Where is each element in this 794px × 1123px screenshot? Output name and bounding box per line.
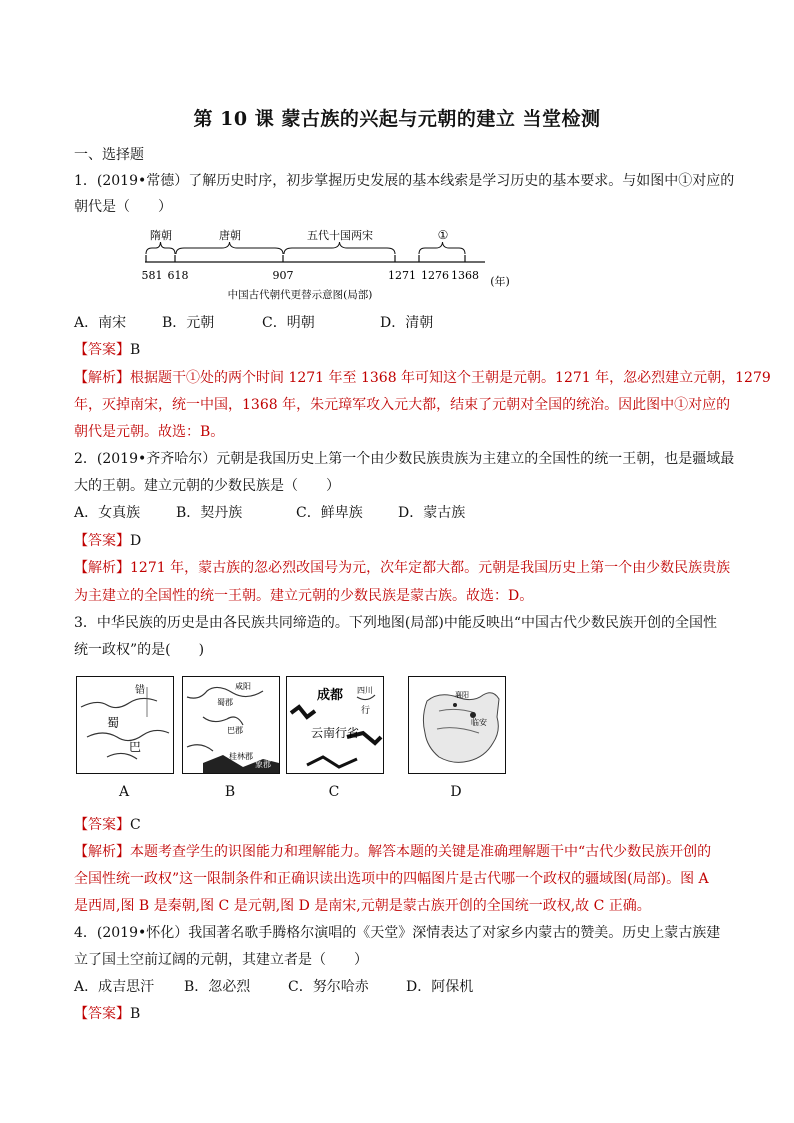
option-c[interactable]: C．明朝 bbox=[262, 315, 315, 331]
q1-analysis-line1 bbox=[74, 368, 771, 388]
map-b-text: 蜀郡 bbox=[217, 698, 233, 707]
q2-analysis-line2: 为主建立的全国性的统一王朝。建立元朝的少数民族是蒙古族。故选：D。 bbox=[74, 588, 534, 604]
option-a[interactable]: A．女真族 bbox=[74, 505, 141, 521]
q4-answer bbox=[74, 1004, 724, 1024]
map-d-label: D bbox=[450, 784, 462, 800]
q3-stem-line1: 3．中华民族的历史是由各民族共同缔造的。下列地图(局部)中能反映出“中国古代少数民族开创的全国性 bbox=[74, 615, 717, 631]
timeline-period-label: 隋朝 bbox=[150, 229, 172, 242]
map-b-text: 象郡 bbox=[255, 760, 271, 769]
timeline-year-label: 1368 bbox=[451, 269, 479, 282]
map-b-text: 桂林郡 bbox=[229, 752, 253, 761]
map-d[interactable] bbox=[408, 676, 506, 774]
option-c[interactable]: C．鲜卑族 bbox=[296, 505, 363, 521]
analysis-text: 1271 年，蒙古族的忽必烈改国号为元，次年定都大都。元朝是我国历史上第一个由少数民族贵族 bbox=[130, 560, 731, 576]
answer-tag: 【答案】 bbox=[74, 533, 130, 549]
map-b-label: B bbox=[224, 784, 236, 800]
analysis-tag: 【解析】 bbox=[74, 844, 130, 860]
q3-maps bbox=[74, 676, 514, 806]
option-d[interactable]: D．蒙古族 bbox=[398, 505, 466, 521]
map-c-text: 四川 bbox=[357, 686, 373, 695]
map-d-graphic bbox=[409, 677, 505, 773]
map-a-text: 错 bbox=[135, 685, 145, 696]
q3-answer bbox=[74, 815, 724, 835]
q2-answer bbox=[74, 531, 724, 551]
timeline-unit-label: (年) bbox=[490, 275, 510, 288]
q4-stem-line2: 立了国土空前辽阔的元朝，其建立者是（ ） bbox=[74, 952, 368, 968]
timeline-year-label: 1271 bbox=[388, 269, 416, 282]
map-a-label: A bbox=[118, 784, 130, 800]
q3-stem-line2: 统一政权”的是( ) bbox=[74, 642, 205, 658]
answer-tag: 【答案】 bbox=[74, 342, 130, 358]
answer-value: B bbox=[130, 342, 141, 358]
q4-stem-line1: 4．(2019•怀化）我国著名歌手腾格尔演唱的《天堂》深情表达了对家乡内蒙古的赞美。历史上蒙古族建 bbox=[74, 925, 721, 941]
timeline-period-label: 唐朝 bbox=[219, 229, 241, 242]
answer-value: B bbox=[130, 1006, 141, 1022]
dynasty-timeline-figure bbox=[140, 222, 520, 304]
analysis-text: 根据题干①处的两个时间 1271 年至 1368 年可知这个王朝是元朝。1271 年，忽必烈建立元朝，1279 bbox=[130, 370, 771, 386]
option-a[interactable]: A．南宋 bbox=[74, 315, 127, 331]
q1-stem-line1: 1．(2019•常德）了解历史时序，初步掌握历史发展的基本线索是学习历史的基本要求。与如图中①对应的 bbox=[74, 173, 735, 189]
timeline-year-label: 581 bbox=[141, 269, 163, 282]
option-b[interactable]: B．忽必烈 bbox=[184, 979, 251, 995]
option-b[interactable]: B．元朝 bbox=[162, 315, 215, 331]
q1-analysis-line3: 朝代是元朝。故选：B。 bbox=[74, 424, 225, 440]
option-d[interactable]: D．阿保机 bbox=[406, 979, 474, 995]
q4-options bbox=[74, 977, 724, 997]
q1-analysis-line2: 年，灭掉南宋，统一中国，1368 年，朱元璋军攻入元大都，结束了元朝对全国的统治。因此图中①对应的 bbox=[74, 397, 731, 413]
q1-answer bbox=[74, 340, 724, 360]
answer-tag: 【答案】 bbox=[74, 1006, 130, 1022]
option-d[interactable]: D．清朝 bbox=[380, 315, 434, 331]
map-d-text: 临安 bbox=[471, 718, 487, 727]
map-b-text: 咸阳 bbox=[235, 682, 251, 691]
timeline-year-label: 618 bbox=[167, 269, 189, 282]
answer-tag: 【答案】 bbox=[74, 817, 130, 833]
answer-value: D bbox=[130, 533, 142, 549]
q1-stem-line2: 朝代是（ ） bbox=[74, 199, 172, 215]
q3-analysis-line3: 是西周,图 B 是秦朝,图 C 是元朝,图 D 是南宋,元朝是蒙古族开创的全国统一政权,故 C 正确。 bbox=[74, 898, 651, 914]
timeline-year-label: 907 bbox=[272, 269, 294, 282]
q2-options bbox=[74, 503, 724, 523]
analysis-tag: 【解析】 bbox=[74, 370, 130, 386]
map-b-text: 巴郡 bbox=[227, 726, 243, 735]
map-c-text: 成都 bbox=[317, 688, 344, 703]
option-a[interactable]: A．成吉思汗 bbox=[74, 979, 155, 995]
timeline-year-label: 1276 bbox=[421, 269, 449, 282]
section-heading: 一、选择题 bbox=[74, 147, 144, 163]
map-c-text: 行 bbox=[361, 706, 371, 716]
q2-analysis-line1 bbox=[74, 558, 731, 578]
timeline-period-label: ① bbox=[437, 228, 449, 242]
page-title: 第 10 课 蒙古族的兴起与元朝的建立 当堂检测 bbox=[193, 108, 601, 130]
option-c[interactable]: C．努尔哈赤 bbox=[288, 979, 369, 995]
q2-stem-line1: 2．(2019•齐齐哈尔）元朝是我国历史上第一个由少数民族贵族为主建立的全国性的统一王朝，也是疆域最 bbox=[74, 451, 735, 467]
q2-stem-line2: 大的王朝。建立元朝的少数民族是（ ） bbox=[74, 478, 340, 494]
map-a[interactable] bbox=[76, 676, 174, 774]
analysis-tag: 【解析】 bbox=[74, 560, 130, 576]
map-a-graphic bbox=[77, 677, 173, 773]
option-b[interactable]: B．契丹族 bbox=[176, 505, 243, 521]
map-b[interactable] bbox=[182, 676, 280, 774]
map-b-graphic bbox=[183, 677, 279, 773]
map-c-label: C bbox=[328, 784, 340, 800]
map-a-text: 蜀 bbox=[107, 716, 120, 730]
map-c-graphic bbox=[287, 677, 383, 773]
analysis-text: 本题考查学生的识图能力和理解能力。解答本题的关键是准确理解题干中“古代少数民族开创的 bbox=[130, 844, 712, 860]
timeline-period-label: 五代十国两宋 bbox=[307, 229, 373, 242]
map-c[interactable] bbox=[286, 676, 384, 774]
q1-options bbox=[74, 313, 724, 333]
timeline-caption: 中国古代朝代更替示意图(局部) bbox=[227, 289, 373, 301]
map-c-text: 云南行省 bbox=[311, 726, 360, 740]
q3-analysis-line1 bbox=[74, 842, 724, 862]
map-d-text: 襄阳 bbox=[455, 691, 469, 699]
map-a-text: 巴 bbox=[129, 740, 142, 754]
answer-value: C bbox=[130, 817, 141, 833]
q3-analysis-line2: 全国性统一政权”这一限制条件和正确识读出选项中的四幅图片是古代哪一个政权的疆域图(局部)。图 A bbox=[74, 871, 709, 887]
